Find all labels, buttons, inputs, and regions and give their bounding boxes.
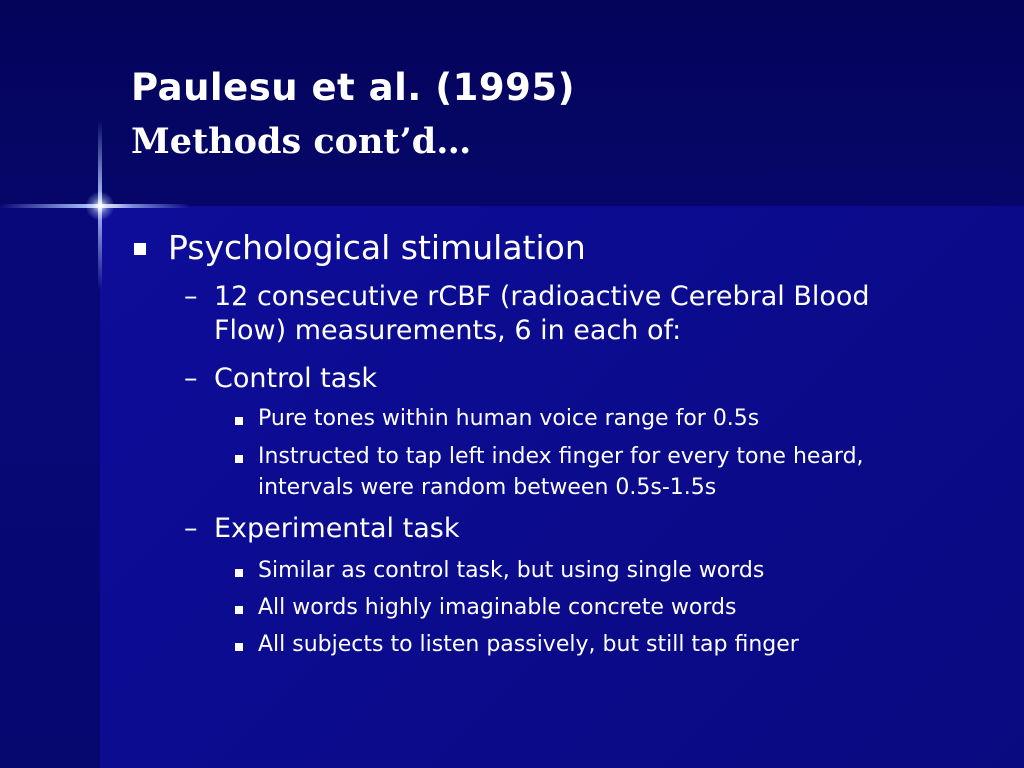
left-strip — [0, 206, 100, 768]
square-bullet-icon — [235, 417, 243, 425]
square-bullet-icon — [235, 455, 243, 463]
slide-subtitle: Methods cont’d… — [131, 121, 472, 162]
slide-title: Paulesu et al. (1995) — [131, 66, 576, 109]
dash-bullet-icon: – — [184, 363, 198, 394]
bullet-exp-3: All subjects to listen passively, but still tap finger — [258, 632, 799, 657]
dash-bullet-icon: – — [184, 281, 198, 312]
square-bullet-icon — [235, 643, 243, 651]
light-flare-glow — [86, 192, 114, 220]
square-bullet-icon — [134, 243, 146, 255]
bullet-measurements: 12 consecutive rCBF (radioactive Cerebral Blood — [214, 281, 870, 312]
bullet-experimental-task: Experimental task — [214, 513, 460, 544]
square-bullet-icon — [235, 569, 243, 577]
bullet-control-2-cont: intervals were random between 0.5s-1.5s — [258, 475, 717, 500]
bullet-exp-2: All words highly imaginable concrete words — [258, 595, 737, 620]
bullet-control-1: Pure tones within human voice range for 0.5s — [258, 406, 760, 431]
bullet-control-2: Instructed to tap left index finger for every tone heard, — [258, 444, 864, 469]
bullet-exp-1: Similar as control task, but using single words — [258, 558, 765, 583]
bullet-psychological-stimulation: Psychological stimulation — [168, 228, 586, 267]
square-bullet-icon — [235, 606, 243, 614]
dash-bullet-icon: – — [184, 513, 198, 544]
bullet-control-task: Control task — [214, 363, 378, 394]
bullet-measurements-cont: Flow) measurements, 6 in each of: — [214, 315, 682, 346]
